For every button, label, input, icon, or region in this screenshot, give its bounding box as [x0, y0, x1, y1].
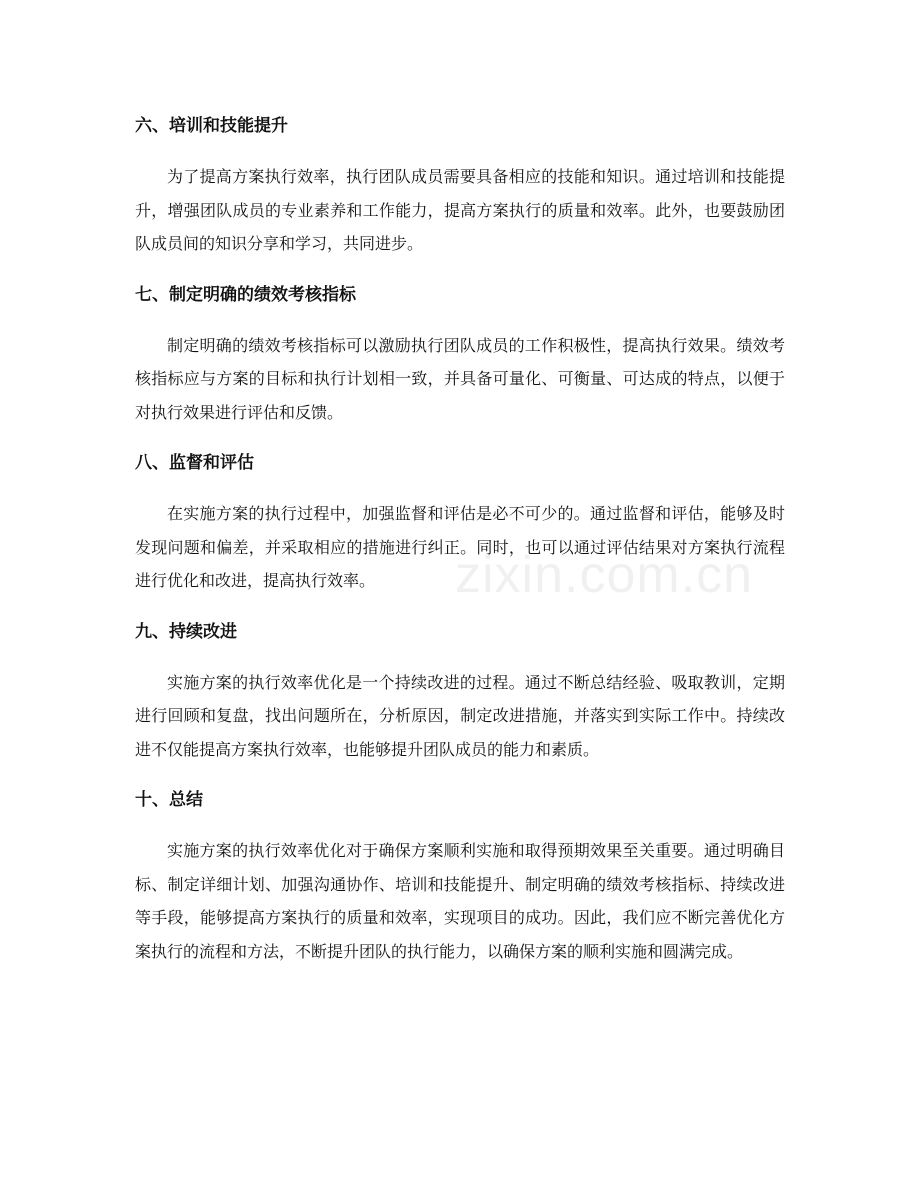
section-body: 实施方案的执行效率优化对于确保方案顺利实施和取得预期效果至关重要。通过明确目标、制定详细计划、加强沟通协作、培训和技能提升、制定明确的绩效考核指标、持续改进等手段，能够提高方案执行的质量和效率，实现项目的成功。因此，我们应不断完善优化方案执行的流程和方法，不断提升团队的执行能力，以确保方案的顺利实施和圆满完成。: [135, 841, 785, 961]
section-supervision: [135, 437, 785, 598]
watermark-text: zixin.com.cn: [455, 546, 754, 604]
section-body: 制定明确的绩效考核指标可以激励执行团队成员的工作积极性，提高执行效果。绩效考核指标应与方案的目标和执行计划相一致，并具备可量化、可衡量、可达成的特点，以便于对执行效果进行评估和反馈。: [135, 335, 785, 422]
section-title: 十、总结: [135, 790, 203, 810]
section-body: 在实施方案的执行过程中，加强监督和评估是必不可少的。通过监督和评估，能够及时发现问题和偏差，并采取相应的措施进行纠正。同时，也可以通过评估结果对方案执行流程进行优化和改进，提高执行效率。: [135, 504, 785, 590]
section-body: 为了提高方案执行效率，执行团队成员需要具备相应的技能和知识。通过培训和技能提升，增强团队成员的专业素养和工作能力，提高方案执行的质量和效率。此外，也要鼓励团队成员间的知识分享和学习，共同进步。: [135, 167, 785, 253]
section-performance-metrics: [135, 269, 785, 430]
section-title: 八、监督和评估: [135, 453, 254, 473]
section-continuous-improvement: [135, 606, 785, 767]
section-summary: [135, 774, 785, 968]
document-page: [135, 100, 785, 976]
section-title: 七、制定明确的绩效考核指标: [135, 284, 356, 305]
section-body: 实施方案的执行效率优化是一个持续改进的过程。通过不断总结经验、吸取教训，定期进行回顾和复盘，找出问题所在，分析原因，制定改进措施，并落实到实际工作中。持续改进不仅能提高方案执行效率，也能够提升团队成员的能力和素质。: [135, 672, 785, 759]
section-title: 九、持续改进: [135, 621, 237, 642]
section-training: [135, 100, 785, 261]
section-title: 六、培训和技能提升: [135, 116, 288, 136]
